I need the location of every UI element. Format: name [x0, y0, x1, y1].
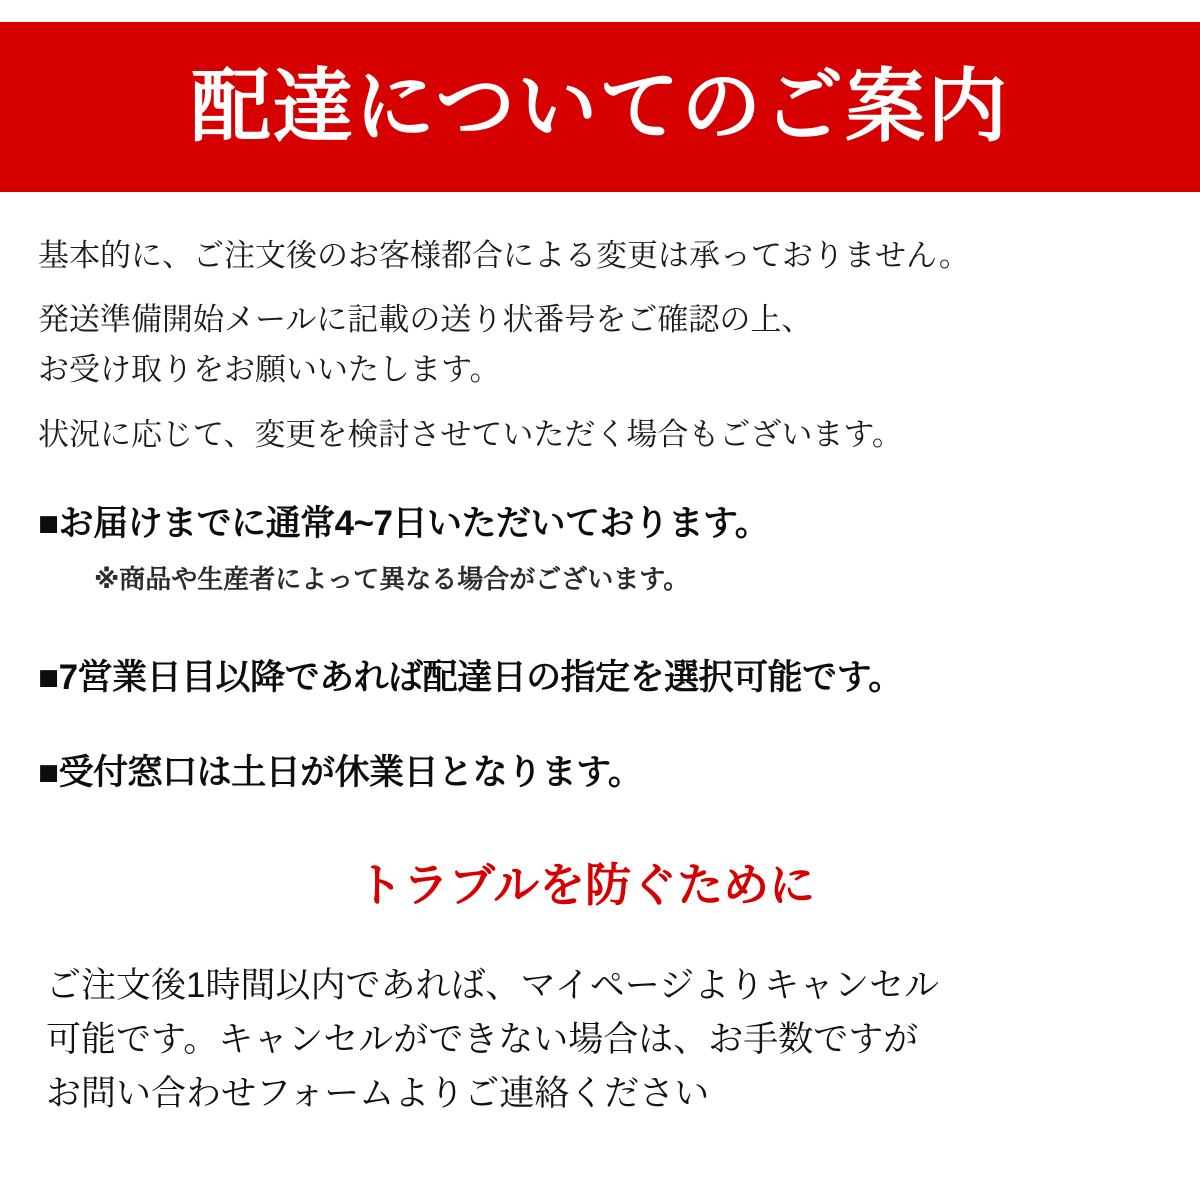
bullet-1-note: ※商品や生産者によって異なる場合がございます。	[94, 564, 690, 595]
intro-spacer-2	[38, 396, 1162, 410]
bullet-item-2	[38, 654, 1162, 701]
subheading-wrapper	[38, 849, 1162, 915]
intro-line-1: 基本的に、ご注文後のお客様都合による変更は承っておりません。	[38, 238, 970, 273]
bullet-item-1	[38, 500, 1162, 596]
closing-line-1: ご注文後1時間以内であれば、マイページよりキャンセル	[46, 965, 940, 1005]
bullet-1-text: ■お届けまでに通常4~7日いただいております。	[38, 503, 770, 543]
intro-line-2: 発送準備開始メールに記載の送り状番号をご確認の上、	[38, 302, 813, 338]
closing-line-3: お問い合わせフォームよりご連絡ください	[46, 1074, 710, 1114]
intro-paragraph	[38, 231, 1162, 460]
bullet-3-text: ■受付窓口は土日が休業日となります。	[38, 753, 643, 793]
bullet-2-text: ■7営業日目以降であれば配達日の指定を選択可能です。	[38, 658, 903, 698]
intro-spacer-1	[38, 281, 1162, 295]
bullet-item-3	[38, 749, 1162, 796]
page-title: 配達についてのご案内	[190, 62, 1010, 151]
intro-line-4: 状況に応じて、変更を検討させていただく場合もございます。	[38, 416, 903, 452]
intro-line-3: お受け取りをお願いいたします。	[38, 352, 501, 388]
closing-line-2: 可能です。キャンセルができない場合は、お手数ですが	[46, 1019, 919, 1059]
header-banner	[0, 22, 1200, 192]
notice-content	[0, 215, 1200, 1121]
closing-paragraph	[46, 959, 1162, 1122]
subheading: トラブルを防ぐために	[356, 858, 816, 911]
